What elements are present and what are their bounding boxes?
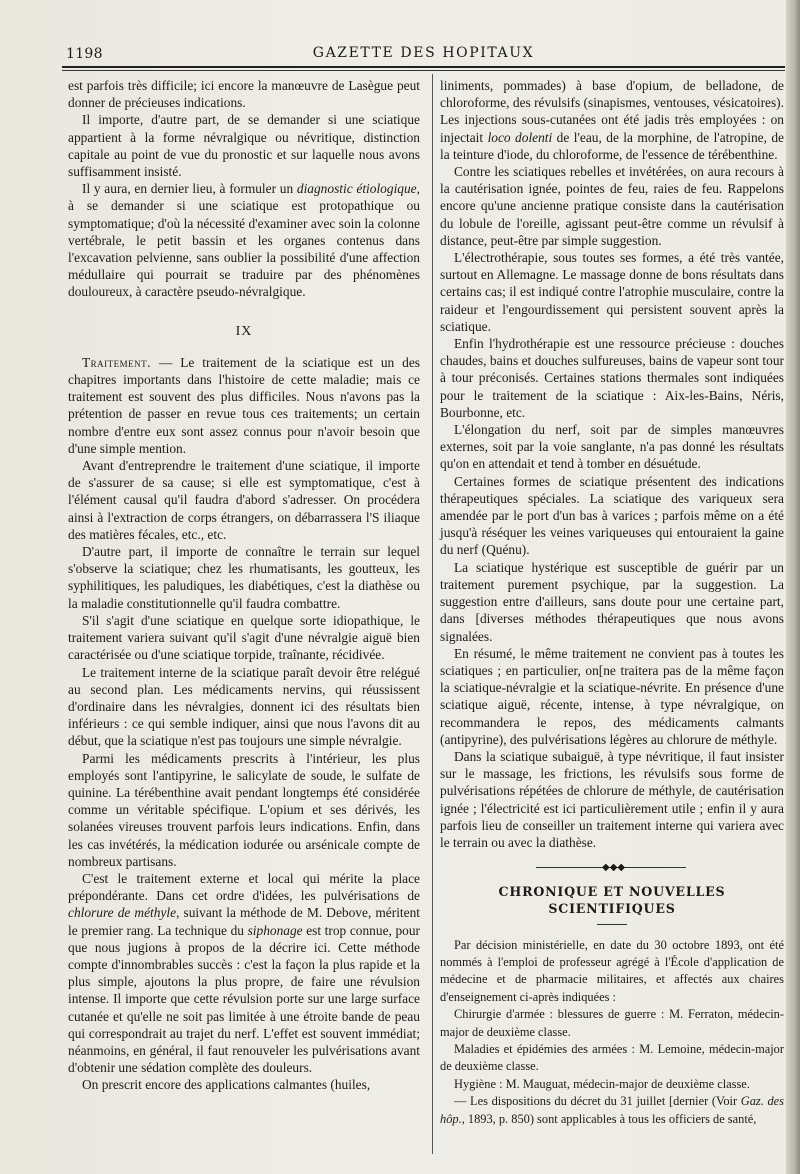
emphasis: diagnostic étiologique bbox=[296, 181, 417, 197]
heading-rule bbox=[597, 924, 627, 925]
paragraph: Traitement. — Le traitement de la sciatique est un des chapitres importants dans l'histoire de cette maladie; mais ce traitement est souvent des plus difficiles. Nous n'avons pas la prétention de passer en revue tous ces traitements; un certain nombre d'entre eux sont assez connus pour n'avoir besoin que d'une simple mention. bbox=[68, 354, 420, 456]
paragraph: D'autre part, il importe de connaître le terrain sur lequel s'observe la sciatique; chez les rhumatisants, les goutteux, les syphilitiques, les paludiques, les diabétiques, c'est la diathèse ou la maladie constitutionnelle qu'il faudra combattre. bbox=[68, 544, 420, 611]
paragraph: Il importe, d'autre part, de se demander si une sciatique appartient à la forme névralgique ou névritique, distinction capitale au point de vue du pronostic et sur laquelle nous avons suffisamment insisté. bbox=[68, 112, 420, 180]
paragraph: Par décision ministérielle, en date du 30 octobre 1893, ont été nommés à l'emploi de professeur agrégé à l'École d'application de médecine et de pharmacie militaires, et affectés aux chaires d'enseignement ci-après indiquées : bbox=[440, 937, 784, 1004]
emphasis: siphonage bbox=[247, 922, 303, 938]
paragraph: — Les dispositions du décret du 31 juillet [dernier (Voir Gaz. des hôp., 1893, p. 850) sont applicables à tous les officiers de santé, bbox=[440, 1094, 784, 1126]
paragraph: Chirurgie d'armée : blessures de guerre : M. Ferraton, médecin-major de deuxième classe. bbox=[440, 1007, 784, 1039]
header-rule bbox=[62, 66, 785, 68]
paragraph: On prescrit encore des applications calmantes (huiles, bbox=[82, 1077, 371, 1093]
page-number: 1198 bbox=[66, 46, 103, 62]
paragraph: En résumé, le même traitement ne convient pas à toutes les sciatiques ; en particulier, on[ne traitera pas de la même façon la sciatique-névralgie et la sciatique-névrite. En présence d'une sciatique aiguë, récente, intense, à type névralgique, on recommandera le repos, des médicaments calmants (antipyrine), des pulvérisations légères au chlorure de méthyle. bbox=[440, 645, 784, 747]
emphasis: loco dolenti bbox=[487, 129, 553, 145]
section-ornament: ◆◆◆ bbox=[440, 861, 784, 873]
emphasis: chlorure de méthyle bbox=[68, 905, 177, 921]
paragraph: Maladies et épidémies des armées : M. Lemoine, médecin-major de deuxième classe. bbox=[440, 1041, 784, 1074]
left-column bbox=[68, 77, 420, 1094]
paragraph: C'est le traitement externe et local qui mérite la place prépondérante. Dans cet ordre d'idées, les pulvérisations de chlorure de méthyle, suivant la méthode de M. Debove, méritent le premier rang. La technique du siphonage est trop connue, pour que nous jugions à propos de la décrire ici. Cette méthode compte d'innombrables succès : c'est la façon la plus rapide et la plus simple, ajoutons la plus propre, de faire une révulsion intense. Il importe que cette révulsion porte sur une large surface cutanée et qu'elle ne soit pas limitée à une étroite bande de peau qui correspondrait au trajet du nerf. L'effet est souvent immédiat; néanmoins, en général, il faut renouveler les pulvérisations avant d'obtenir une sédation complète des douleurs. bbox=[68, 870, 421, 1076]
paragraph: Avant d'entreprendre le traitement d'une sciatique, il importe de s'assurer de sa cause; si elle est symptomatique, c'est à l'élément causal qu'il faudra d'abord s'adresser. On procédera ainsi à l'extraction de corps étrangers, on débarrassera l'S iliaque des matières fécales, etc., etc. bbox=[68, 458, 420, 542]
section-number: IX bbox=[235, 323, 253, 339]
page-binding-edge bbox=[786, 0, 800, 1174]
chronique-body bbox=[440, 937, 784, 1128]
paragraph: est parfois très difficile; ici encore la manœuvre de Lasègue peut donner de précieuses indications. bbox=[68, 78, 420, 111]
right-column bbox=[440, 77, 784, 1128]
paragraph: L'élongation du nerf, soit par de simples manœuvres externes, soit par la voie sanglante, n'a pas donné les résultats qu'on en attendait et tend à tomber en désuétude. bbox=[440, 422, 784, 472]
header-rule-thin bbox=[62, 70, 785, 71]
paragraph: Hygiène : M. Mauguat, médecin-major de deuxième classe. bbox=[454, 1076, 750, 1091]
chronique-heading: CHRONIQUE ET NOUVELLES SCIENTIFIQUES bbox=[498, 884, 726, 917]
paragraph: Parmi les médicaments prescrits à l'intérieur, les plus employés sont l'antipyrine, le salicylate de soude, le sulfate de quinine. La térébenthine avait pendant longtemps été considérée comme un véritable spécifique. L'opium et ses dérivés, les solanées vireuses trouvent parfois leurs indications. Enfin, dans les cas invétérés, la médication iodurée ou arsénicale compte de nombreux partisans. bbox=[68, 750, 420, 869]
paragraph: liniments, pommades) à base d'opium, de belladone, de chloroforme, des révulsifs (sinapismes, ventouses, vésicatoires). Les injections sous-cutanées ont été jadis très employées : on injectait loco dolenti de l'eau, de la morphine, de l'atropine, de la teinture d'iode, du chloroforme, de l'essence de térébenthine. bbox=[440, 78, 784, 162]
paragraph: Contre les sciatiques rebelles et invétérées, on aura recours à la cautérisation ignée, pointes de feu, raies de feu. Rappelons encore qu'une ancienne pratique consiste dans la cautérisation du lobule de l'oreille, agissant peut-être comme un révulsif à distance, peut-être par simple suggestion. bbox=[440, 164, 784, 248]
paragraph: Certaines formes de sciatique présentent des indications thérapeutiques spéciales. La sciatique des variqueux sera amendée par le port d'un bas à varices ; parfois même on a été jusqu'à réséquer les veines variqueuses qui entouraient la gaine du nerf (Quénu). bbox=[440, 473, 784, 558]
paragraph: La sciatique hystérique est susceptible de guérir par un traitement purement psychique, par la suggestion. La suggestion entre d'ailleurs, sans doute pour une certaine part, dans [diverses méthodes thérapeutiques que nous avons signalées. bbox=[440, 559, 784, 644]
paragraph: Il y aura, en dernier lieu, à formuler un diagnostic étiologique, à se demander si une sciatique est protopathique ou symptomatique; d'où la nécessité d'examiner avec soin la colonne vertébrale, le petit bassin et les organes contenus dans l'excavation pelvienne, sans oublier la possibilité d'une affection médullaire qui pourrait se traduire par des phénomènes douloureux, à caractère pseudo-névralgique. bbox=[68, 181, 420, 300]
emphasis: Gaz. des hôp. bbox=[440, 1094, 784, 1126]
paragraph: Dans la sciatique subaiguë, à type névritique, il faut insister sur le massage, les frictions, les révulsifs sous forme de pulvérisations répétées de chlorure de méthyle, de cautérisation ignée ; l'électricité est ici particulièrement utile ; enfin il y aura parfois lieu de conseiller un traitement interne qui variera avec le terrain ou avec la diathèse. bbox=[440, 748, 784, 850]
page-header bbox=[62, 42, 785, 64]
paragraph: Enfin l'hydrothérapie est une ressource précieuse : douches chaudes, bains et douches sulfureuses, bains de vapeur sont tour à tour préconisés. Certaines stations thermales sont indiquées pour le traitement de la sciatique : Aix-les-Bains, Néris, Bourbonne, etc. bbox=[440, 336, 784, 420]
running-title: GAZETTE DES HOPITAUX bbox=[312, 45, 535, 61]
paragraph: S'il s'agit d'une sciatique en quelque sorte idiopathique, le traitement variera suivant qu'il s'agit d'une névralgie aiguë bien caractérisée ou d'une sciatique torpide, traînante, récidivée. bbox=[68, 612, 420, 663]
paragraph: L'électrothérapie, sous toutes ses formes, a été très vantée, surtout en Allemagne. Le massage donne de bons résultats dans certains cas; il est indiqué contre l'atrophie musculaire, contre la raideur et l'engourdissement qui persistent souvent après la sciatique. bbox=[440, 250, 784, 334]
column-separator bbox=[432, 74, 433, 1154]
section-lead: Traitement. bbox=[82, 354, 152, 370]
paragraph: Le traitement interne de la sciatique paraît devoir être relégué au second plan. Les médicaments nervins, qui réussissent d'ordinaire dans les névralgies, donnent ici des résultats bien inférieurs : ce qui semble indiquer, ainsi que nous l'avons dit au début, que la sciatique n'est pas toujours une simple névralgie. bbox=[68, 664, 420, 749]
